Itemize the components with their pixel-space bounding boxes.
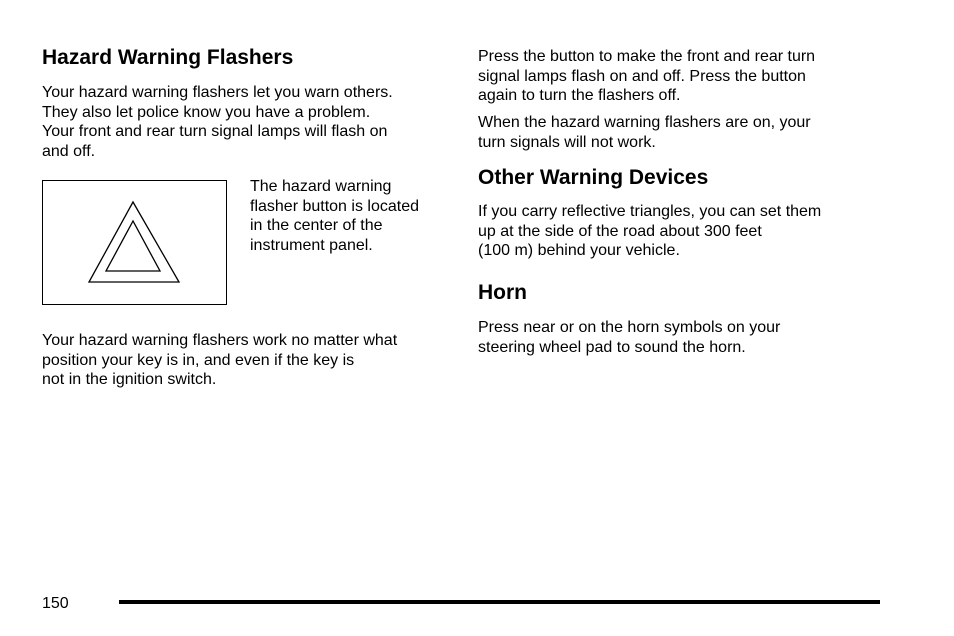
figure-caption-line-4: instrument panel.	[250, 236, 373, 254]
heading-horn: Horn	[478, 281, 527, 304]
footer-rule	[119, 600, 880, 604]
horn-line-1: Press near or on the horn symbols on your	[478, 319, 781, 336]
hazard-intro-line-3: Your front and rear turn signal lamps will flash on	[42, 123, 388, 140]
heading-other-warning-devices: Other Warning Devices	[478, 166, 709, 189]
press-button-line-3: again to turn the flashers off.	[478, 87, 681, 104]
other-devices-line-1: If you carry reflective triangles, you can set them	[478, 203, 822, 220]
other-devices-line-2: up at the side of the road about 300 feet	[478, 222, 762, 240]
hazard-key-line-2: position your key is in, and even if the key is	[42, 351, 355, 369]
horn-line-2: steering wheel pad to sound the horn.	[478, 338, 746, 356]
hazard-triangle-icon	[43, 181, 228, 306]
other-devices-line-3: (100 m) behind your vehicle.	[478, 242, 680, 259]
hazard-button-figure	[42, 180, 227, 305]
hazard-intro-line-1: Your hazard warning flashers let you warn others.	[42, 84, 393, 101]
figure-caption-line-1: The hazard warning	[250, 178, 392, 195]
press-button-line-1: Press the button to make the front and rear turn	[478, 48, 816, 65]
page-number: 150	[42, 595, 69, 612]
turn-signals-line-2: turn signals will not work.	[478, 133, 656, 151]
heading-hazard-warning-flashers: Hazard Warning Flashers	[42, 46, 294, 69]
hazard-key-line-1: Your hazard warning flashers work no matter what	[42, 332, 398, 349]
figure-caption-line-3: in the center of the	[250, 217, 383, 234]
press-button-line-2: signal lamps flash on and off. Press the button	[478, 67, 806, 85]
turn-signals-line-1: When the hazard warning flashers are on, your	[478, 114, 811, 131]
hazard-intro-line-2: They also let police know you have a problem.	[42, 103, 371, 121]
hazard-intro-line-4: and off.	[42, 142, 96, 160]
figure-caption-line-2: flasher button is located	[250, 197, 419, 215]
hazard-key-line-3: not in the ignition switch.	[42, 371, 217, 388]
